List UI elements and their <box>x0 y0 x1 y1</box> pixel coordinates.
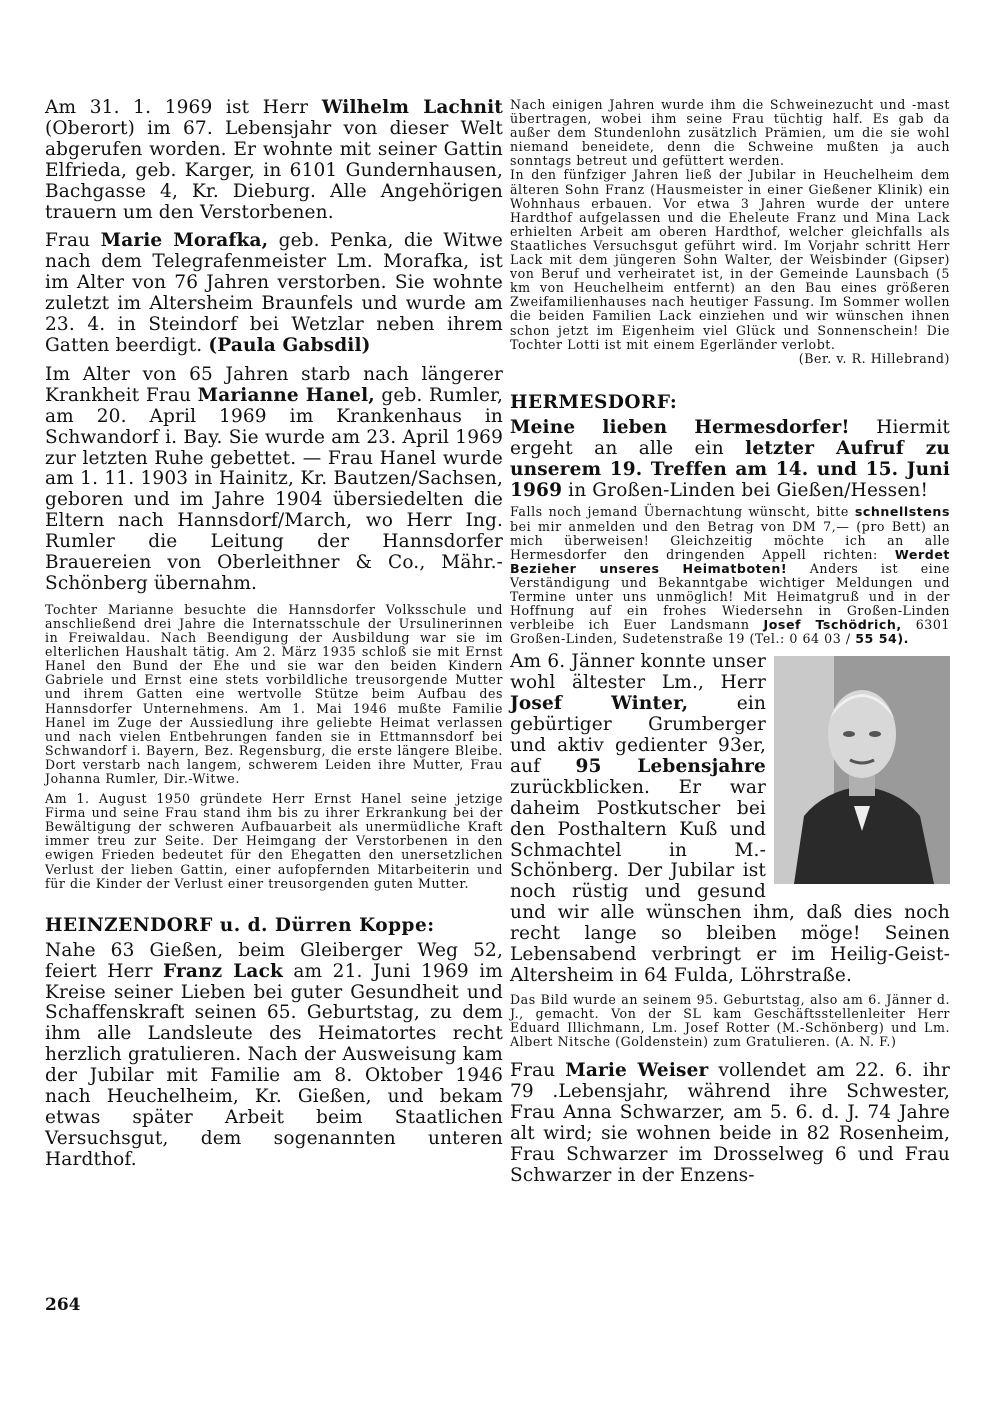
emphasized-text: (Paula Gabsdil) <box>208 334 371 356</box>
left-column <box>45 98 503 1179</box>
section-heading-heinzendorf: HEINZENDORF u. d. Dürren Koppe: <box>45 914 435 936</box>
text-run: vollendet am 22. 6. ihr 79 .Lebensjahr, während ihre Schwester, Frau Anna Schwarzer, am 5. 6. d. J. 74 Jahre alt wird; sie wohnen beide in 82 Rosenheim, Frau Schwarzer im Drosselweg 6 und Frau Schwarzer in der Enzens- <box>510 1060 950 1186</box>
meeting-details <box>510 505 950 646</box>
obituary-hanel <box>45 365 503 595</box>
text-run: bei mir anmelden und den Betrag von DM 7,— (pro Bett) an mich überweisen! Gleichzeitig möchte ich an alle Hermesdorfer den dringenden Appell richten: <box>510 518 950 562</box>
hanel-biography <box>45 603 503 786</box>
author-credit: (Ber. v. R. Hillebrand) <box>798 350 950 366</box>
birthday-franz-lack <box>45 941 503 1171</box>
emphasized-text: letzter Aufruf zu unserem 19. Treffen am 14. und 15. Juni 1969 <box>510 437 951 501</box>
text-run: Anders ist eine Verständigung und Bekanntgabe wichtiger Meldungen und Termine unter uns unmöglich! Mit Heimatgruß und in der Hoffnung auf ein frohes Wiedersehn in Großen-Linden verbleibe ich Euer Landsmann <box>510 560 951 633</box>
portrait-photo-josef-winter <box>774 656 950 884</box>
emphasized-text: Wilhelm Lachnit <box>321 97 503 118</box>
text-run: 6301 Großen-Linden, Sudetenstraße 19 (Tel.: 0 64 03 / <box>510 617 950 647</box>
right-column <box>510 98 950 1195</box>
obituary-morafka <box>45 231 503 356</box>
text-run: (Oberort) im 67. Lebensjahr von dieser Welt abgerufen worden. Er wohnte mit seiner Gattin Elfrieda, geb. Karger, in 6101 Gundernhausen, Bachgasse 4, Kr. Dieburg. Alle Angehörigen trauern um den Verstorbenen. <box>45 117 503 223</box>
text-run: Frau <box>45 230 101 252</box>
text-run: in Großen-Linden bei Gießen/Hessen! <box>562 479 929 501</box>
birthday-marie-weiser <box>510 1061 950 1186</box>
emphasized-text: 95 Lebensjahre <box>575 755 766 777</box>
emphasized-text: Marie Morafka, <box>100 230 269 252</box>
text-run: Im Alter von 65 Jahren starb nach längerer Krankheit Frau <box>45 363 503 406</box>
emphasized-text: schnellstens <box>854 504 950 520</box>
emphasized-text: Marianne Hanel, <box>197 384 375 406</box>
hanel-biography-cont <box>45 792 503 891</box>
text-run: Nach einigen Jahren wurde ihm die Schweinezucht und -mast übertragen, wobei ihm seine Frau tüchtig half. Es gab da außer dem Stundenlohn zusätzlich Prämien, um die sie wohl niemand beneidete, denn die Schweine mußten ja auch sonntags betreut und gefüttert werden. <box>510 97 950 169</box>
text-run: Falls noch jemand Übernachtung wünscht, bitte <box>510 504 855 520</box>
emphasized-text: 55 54). <box>855 631 910 647</box>
text-run: am 21. Juni 1969 im Kreise seiner Lieben bei guter Gesundheit und Schaffenskraft seinen 65. Geburtstag, zu dem ihm alle Landsleute des Heimatortes recht herzlich gratulieren. Nach der Ausweisung kam der Jubilar mit Familie am 8. Oktober 1946 nach Heuchelheim, Kr. Gießen, und bekam etwas später Arbeit beim Staatlichen Versuchsgut, dem sogenannten unteren Hardthof. <box>45 960 503 1170</box>
lack-article-cont <box>510 98 950 168</box>
text-run: Hiermit ergeht an alle ein <box>510 416 950 459</box>
text-run: geb. Rumler, am 20. April 1969 im Krankenhaus in Schwandorf i. Bay. Sie wurde am 23. April 1969 zur letzten Ruhe gebettet. — Frau Hanel wurde am 1. 11. 1903 in Hainitz, Kr. Bautzen/Sachsen, geboren und im Jahre 1904 übersiedelten die Eltern nach Hannsdorf/March, wo Herr Ing. Rumler die Leitung der Hannsdorfer Brauereien von Oberleithner & Co., Mähr.-Schönberg übernahm. <box>45 384 504 594</box>
emphasized-text: Meine lieben Hermesdorfer! <box>510 416 850 438</box>
photo-caption <box>510 993 950 1049</box>
meeting-announcement <box>510 418 950 502</box>
text-run: In den fünfziger Jahren ließ der Jubilar in Heuchelheim dem älteren Sohn Franz (Hausmeister in einer Gießener Klinik) ein Wohnhaus erbauen. Vor etwa 3 Jahren wurde der untere Hardthof aufgelassen und die Eheleute Franz und Mina Lack erhielten Arbeit am oberen Hardthof, welcher gleichfalls als Staatliches Versuchsgut geführt wird. Im Vorjahr schritt Herr Lack mit dem jüngeren Sohn Walter, der Weisbinder (Gipser) von Beruf und verheiratet ist, in der Gemeinde Launsbach (5 km von Heuchelheim entfernt) an den Bau eines größeren Zweifamilienhauses nach heutiger Fassung. Im Sommer wollen die beiden Familien Lack einziehen und wir wünschen ihnen schon jetzt im Eigenheim viel Glück und Sonnenschein! Die Tochter Lotti ist mit einem Egerländer verlobt. <box>510 167 950 352</box>
lack-article-cont-2 <box>510 168 950 351</box>
obituary-lachnit <box>45 98 503 223</box>
text-run: Das Bild wurde an seinem 95. Geburtstag, also am 6. Jänner d. J., gemacht. Von der SL kam Geschäftsstellenleiter Herr Eduard Illichmann, Lm. Josef Rotter (M.-Schönberg) und Lm. Albert Nitsche (Goldenstein) zum Gratulieren. (A. N. F.) <box>510 991 950 1050</box>
text-run: Tochter Marianne besuchte die Hannsdorfer Volksschule und anschließend drei Jahre die Internatsschule der Ursulinerinnen in Freiwaldau. Nach Beendigung der Ausbildung war sie im elterlichen Haushalt tätig. Am 2. März 1935 schloß sie mit Ernst Hanel den Bund der Ehe und sie war den beiden Kindern Gabriele und Ernst eine stets vorbildliche treusorgende Mutter und ihrem Gatten eine wertvolle Stütze beim Aufbau des Hannsdorfer Unternehmens. Am 1. Mai 1946 mußte Familie Hanel im Zuge der Aussiedlung ihre geliebte Heimat verlassen und nach vielen Entbehrungen fanden sie in Ettmannsdorf bei Schwandorf i. Bayern, Bez. Regensburg, die erste längere Bleibe. Dort verstarb nach langem, schwerem Leiden ihre Mutter, Frau Johanna Rumler, Dir.-Witwe. <box>45 601 503 786</box>
text-run: Frau <box>510 1060 566 1082</box>
emphasized-text: Franz Lack <box>163 960 283 982</box>
section-heading-hermesdorf: HERMESDORF: <box>510 391 678 413</box>
emphasized-text: Josef Tschödrich, <box>763 617 902 633</box>
text-run: Am 31. 1. 1969 ist Herr <box>45 97 322 118</box>
text-run: Am 1. August 1950 gründete Herr Ernst Hanel seine jetzige Firma und seine Frau stand ihm bis zu ihrer Erkrankung bei der Bewältigung der schweren Aufbauarbeit als unermüdliche Kraft immer treu zur Seite. Der Heimgang der Verstorbenen in den ewigen Frieden bedeutet für den Ehegatten den unersetzlichen Verlust der lieben Gattin, einer aufopfernden Mitarbeiterin und für die Kinder der Verlust einer treusorgenden guten Mutter. <box>45 791 503 891</box>
text-run: geb. Penka, die Witwe nach dem Telegrafenmeister Lm. Morafka, ist im Alter von 76 Jahren verstorben. Sie wohnte zuletzt im Altersheim Braunfels und wurde am 23. 4. in Steindorf bei Wetzlar neben ihrem Gatten beerdigt. <box>45 230 504 356</box>
text-run: ein gebürtiger Grumberger und aktiv gedienter 93er, auf <box>510 693 767 777</box>
page-number: 264 <box>45 1295 81 1315</box>
text-run: Am 6. Jänner konnte unser wohl ältester Lm., Herr <box>510 651 766 694</box>
portrait-image <box>774 656 950 884</box>
text-run: zurückblicken. Er war daheim Postkutscher bei den Posthaltern Kuß und Schmachtel in M.-Schönberg. Der Jubilar ist noch rüstig und gesund und wir alle wünschen ihm, daß dies noch recht lange so bleiben möge! Seinen Lebensabend verbringt er im Heilig-Geist-Altersheim in 64 Fulda, Löhrstraße. <box>510 776 950 986</box>
text-run: Nahe 63 Gießen, beim Gleiberger Weg 52, feiert Herr <box>45 939 503 982</box>
emphasized-text: Josef Winter, <box>510 693 689 715</box>
emphasized-text: Marie Weiser <box>565 1060 709 1082</box>
emphasized-text: Werdet Bezieher unseres Heimatboten! <box>510 546 950 576</box>
